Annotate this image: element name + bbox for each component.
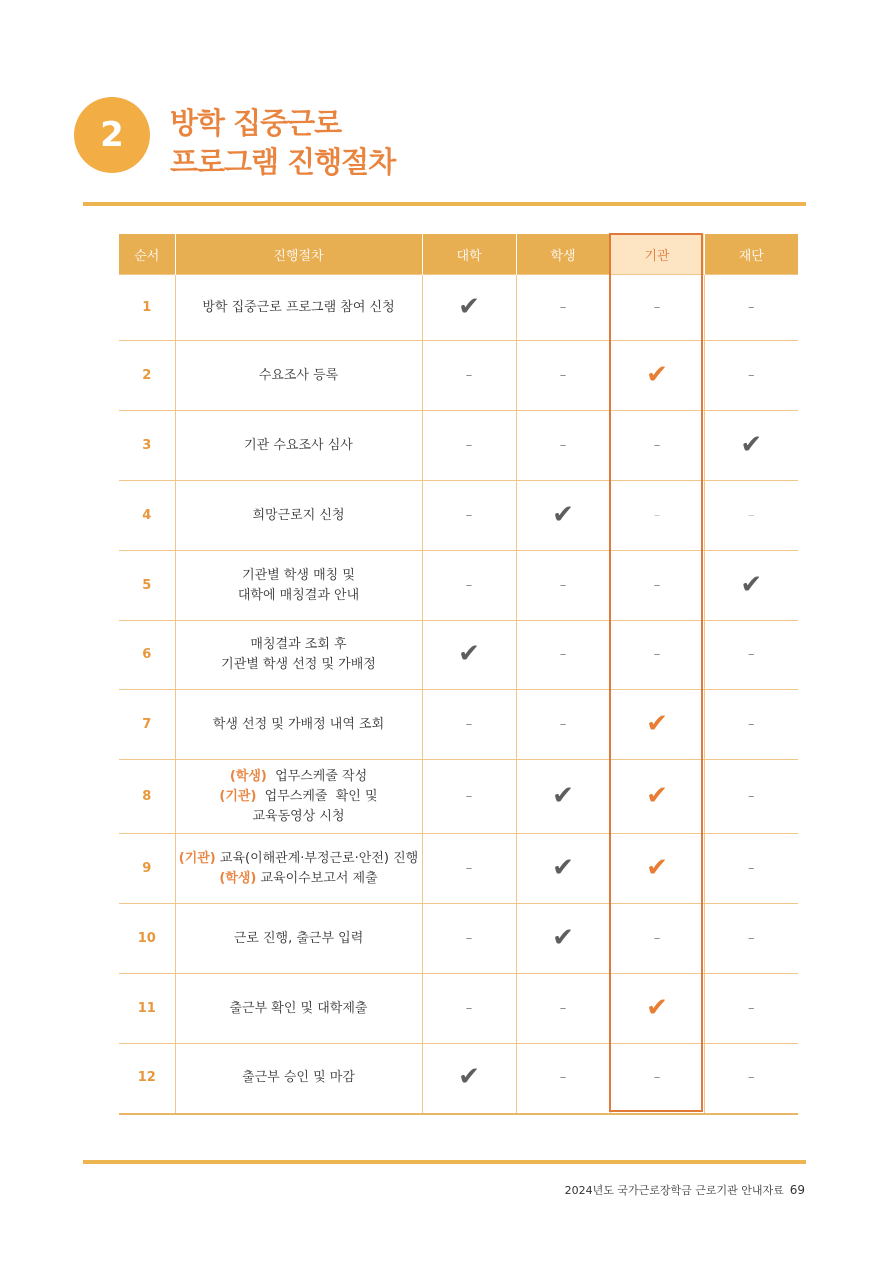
cell-institution bbox=[610, 904, 704, 974]
checkmark-icon: ✔ bbox=[646, 780, 668, 811]
header-order: 순서 bbox=[119, 234, 175, 275]
procedure-line bbox=[176, 366, 422, 386]
dash-mark: – bbox=[559, 647, 567, 662]
checkmark-icon: ✔ bbox=[646, 852, 668, 883]
cell-foundation bbox=[704, 481, 798, 551]
checkmark-icon: ✔ bbox=[646, 708, 668, 739]
dash-mark: – bbox=[748, 507, 755, 523]
procedure-line bbox=[176, 767, 422, 787]
dash-mark: – bbox=[748, 860, 755, 876]
cell-student bbox=[516, 904, 610, 974]
dash-mark: – bbox=[559, 299, 567, 315]
cell-institution bbox=[610, 834, 704, 904]
cell-student bbox=[516, 690, 610, 760]
top-divider bbox=[83, 202, 806, 206]
page-footer bbox=[565, 1182, 805, 1198]
step-procedure bbox=[175, 904, 422, 974]
role-tag: (학생) bbox=[219, 870, 257, 886]
cell-foundation bbox=[704, 341, 798, 411]
procedure-line bbox=[176, 1068, 422, 1088]
table-row bbox=[119, 904, 798, 974]
cell-university bbox=[422, 551, 516, 621]
dash-mark: – bbox=[465, 507, 473, 523]
procedure-line bbox=[176, 807, 422, 827]
cell-university bbox=[422, 834, 516, 904]
procedure-line bbox=[176, 655, 422, 675]
checkmark-icon: ✔ bbox=[458, 1062, 480, 1093]
cell-student bbox=[516, 621, 610, 690]
table-row bbox=[119, 834, 798, 904]
procedure-table bbox=[119, 234, 798, 1115]
dash-mark: – bbox=[653, 299, 661, 315]
dash-mark: – bbox=[748, 716, 755, 732]
procedure-line bbox=[176, 298, 422, 318]
dash-mark: – bbox=[748, 367, 755, 383]
dash-mark: – bbox=[559, 1000, 567, 1016]
cell-foundation bbox=[704, 690, 798, 760]
checkmark-icon: ✔ bbox=[552, 852, 574, 883]
step-number: 9 bbox=[119, 834, 175, 904]
cell-institution bbox=[610, 275, 704, 341]
procedure-line bbox=[176, 869, 422, 889]
cell-foundation bbox=[704, 904, 798, 974]
dash-mark: – bbox=[465, 367, 473, 383]
table-row bbox=[119, 411, 798, 481]
checkmark-icon: ✔ bbox=[458, 639, 480, 669]
dash-mark: – bbox=[559, 437, 567, 453]
step-procedure bbox=[175, 834, 422, 904]
checkmark-icon: ✔ bbox=[646, 359, 668, 390]
header-procedure: 진행절차 bbox=[175, 234, 422, 275]
footer-text: 2024년도 국가근로장학금 근로기관 안내자료 bbox=[564, 1184, 784, 1197]
cell-student bbox=[516, 481, 610, 551]
dash-mark: – bbox=[748, 647, 755, 662]
procedure-text: 대학에 매칭결과 안내 bbox=[237, 587, 360, 603]
dash-mark: – bbox=[465, 437, 473, 453]
dash-mark: – bbox=[653, 930, 661, 946]
procedure-line bbox=[176, 586, 422, 606]
table-row bbox=[119, 760, 798, 834]
header-foundation: 재단 bbox=[704, 234, 798, 275]
table-row bbox=[119, 551, 798, 621]
cell-foundation bbox=[704, 760, 798, 834]
procedure-line bbox=[176, 999, 422, 1019]
procedure-line bbox=[176, 566, 422, 586]
procedure-text: 방학 집중근로 프로그램 참여 신청 bbox=[202, 299, 395, 315]
table-row bbox=[119, 690, 798, 760]
section-number-badge bbox=[74, 97, 150, 173]
cell-university bbox=[422, 1044, 516, 1114]
cell-student bbox=[516, 551, 610, 621]
cell-university bbox=[422, 974, 516, 1044]
dash-mark: – bbox=[653, 1070, 661, 1086]
section-title bbox=[170, 104, 395, 182]
cell-foundation bbox=[704, 621, 798, 690]
table-row bbox=[119, 341, 798, 411]
procedure-text: 수요조사 등록 bbox=[258, 367, 339, 383]
procedure-line bbox=[176, 436, 422, 456]
cell-institution bbox=[610, 974, 704, 1044]
cell-university bbox=[422, 621, 516, 690]
dash-mark: – bbox=[653, 577, 661, 593]
cell-student bbox=[516, 974, 610, 1044]
procedure-line bbox=[176, 715, 422, 735]
step-number: 5 bbox=[119, 551, 175, 621]
table-row bbox=[119, 974, 798, 1044]
bottom-divider bbox=[83, 1160, 806, 1164]
cell-institution bbox=[610, 411, 704, 481]
dash-mark: – bbox=[559, 716, 567, 732]
table-row bbox=[119, 1044, 798, 1114]
dash-mark: – bbox=[465, 577, 473, 593]
procedure-text: 기관 수요조사 심사 bbox=[244, 437, 353, 453]
cell-institution bbox=[610, 341, 704, 411]
cell-student bbox=[516, 834, 610, 904]
header-student: 학생 bbox=[516, 234, 610, 275]
cell-institution bbox=[610, 551, 704, 621]
section-number: 2 bbox=[100, 115, 124, 155]
table-row bbox=[119, 481, 798, 551]
dash-mark: – bbox=[559, 577, 567, 593]
cell-institution bbox=[610, 621, 704, 690]
step-procedure bbox=[175, 621, 422, 690]
step-procedure bbox=[175, 1044, 422, 1114]
procedure-text: 기관별 학생 선정 및 가배정 bbox=[221, 657, 376, 672]
role-tag: (기관) bbox=[219, 788, 257, 804]
step-number: 4 bbox=[119, 481, 175, 551]
step-number: 2 bbox=[119, 341, 175, 411]
cell-student bbox=[516, 760, 610, 834]
procedure-text: 매칭결과 조회 후 bbox=[250, 637, 347, 652]
role-tag: (학생) bbox=[229, 768, 267, 784]
step-procedure bbox=[175, 275, 422, 341]
cell-foundation bbox=[704, 834, 798, 904]
procedure-text: 업무스케줄 확인 및 bbox=[256, 788, 378, 804]
procedure-text: 근로 진행, 출근부 입력 bbox=[233, 930, 364, 946]
procedure-text: 교육동영상 시청 bbox=[252, 808, 345, 824]
step-procedure bbox=[175, 551, 422, 621]
table-row bbox=[119, 275, 798, 341]
procedure-text: 출근부 승인 및 마감 bbox=[242, 1070, 355, 1086]
dash-mark: – bbox=[748, 1000, 755, 1016]
cell-foundation bbox=[704, 275, 798, 341]
step-procedure bbox=[175, 411, 422, 481]
cell-foundation bbox=[704, 974, 798, 1044]
checkmark-icon: ✔ bbox=[740, 429, 763, 460]
dash-mark: – bbox=[559, 1070, 567, 1086]
step-number: 11 bbox=[119, 974, 175, 1044]
cell-student bbox=[516, 411, 610, 481]
cell-foundation bbox=[704, 551, 798, 621]
cell-foundation bbox=[704, 411, 798, 481]
dash-mark: – bbox=[559, 367, 567, 383]
table-row bbox=[119, 621, 798, 690]
procedure-text: 교육(이해관계·부정근로·안전) 진행 bbox=[215, 850, 419, 866]
procedure-line bbox=[176, 787, 422, 807]
step-procedure bbox=[175, 974, 422, 1044]
dash-mark: – bbox=[748, 299, 755, 315]
dash-mark: – bbox=[465, 1000, 473, 1016]
header-institution: 기관 bbox=[610, 234, 704, 275]
step-procedure bbox=[175, 760, 422, 834]
procedure-line bbox=[176, 506, 422, 526]
cell-university bbox=[422, 275, 516, 341]
role-tag: (기관) bbox=[178, 850, 216, 866]
header-university: 대학 bbox=[422, 234, 516, 275]
dash-mark: – bbox=[653, 437, 661, 453]
section-title-line-2: 프로그램 진행절차 bbox=[170, 145, 396, 179]
cell-university bbox=[422, 904, 516, 974]
dash-mark: – bbox=[465, 716, 473, 732]
cell-institution bbox=[610, 690, 704, 760]
dash-mark: – bbox=[465, 930, 473, 946]
step-procedure bbox=[175, 690, 422, 760]
table-header-row bbox=[119, 234, 798, 275]
page-number: 69 bbox=[789, 1183, 805, 1197]
step-number: 6 bbox=[119, 621, 175, 690]
cell-foundation bbox=[704, 1044, 798, 1114]
cell-student bbox=[516, 275, 610, 341]
dash-mark: – bbox=[748, 1070, 755, 1086]
dash-mark: – bbox=[748, 930, 755, 946]
cell-university bbox=[422, 411, 516, 481]
dash-mark: – bbox=[465, 860, 473, 876]
cell-university bbox=[422, 760, 516, 834]
checkmark-icon: ✔ bbox=[552, 499, 574, 530]
cell-student bbox=[516, 1044, 610, 1114]
table-body bbox=[119, 275, 798, 1114]
procedure-text: 출근부 확인 및 대학제출 bbox=[229, 1000, 368, 1016]
procedure-text: 학생 선정 및 가배정 내역 조회 bbox=[212, 716, 385, 732]
cell-institution bbox=[610, 481, 704, 551]
step-number: 8 bbox=[119, 760, 175, 834]
dash-mark: – bbox=[653, 647, 661, 662]
checkmark-icon: ✔ bbox=[646, 992, 668, 1023]
checkmark-icon: ✔ bbox=[740, 569, 763, 600]
dash-mark: – bbox=[748, 788, 755, 804]
step-procedure bbox=[175, 341, 422, 411]
cell-university bbox=[422, 341, 516, 411]
checkmark-icon: ✔ bbox=[552, 922, 574, 953]
step-procedure bbox=[175, 481, 422, 551]
step-number: 10 bbox=[119, 904, 175, 974]
dash-mark: – bbox=[653, 507, 661, 523]
step-number: 3 bbox=[119, 411, 175, 481]
step-number: 7 bbox=[119, 690, 175, 760]
procedure-text: 업무스케줄 작성 bbox=[266, 768, 368, 784]
procedure-line bbox=[176, 929, 422, 949]
step-number: 12 bbox=[119, 1044, 175, 1114]
cell-institution bbox=[610, 1044, 704, 1114]
checkmark-icon: ✔ bbox=[552, 780, 574, 811]
procedure-text: 희망근로지 신청 bbox=[252, 507, 345, 523]
procedure-text: 교육이수보고서 제출 bbox=[256, 870, 378, 886]
cell-university bbox=[422, 690, 516, 760]
cell-institution bbox=[610, 760, 704, 834]
checkmark-icon: ✔ bbox=[458, 291, 480, 322]
cell-student bbox=[516, 341, 610, 411]
step-number: 1 bbox=[119, 275, 175, 341]
procedure-text: 기관별 학생 매칭 및 bbox=[242, 567, 355, 583]
section-title-line-1: 방학 집중근로 bbox=[170, 106, 342, 140]
procedure-line bbox=[176, 635, 422, 655]
dash-mark: – bbox=[465, 788, 473, 804]
procedure-line bbox=[176, 849, 422, 869]
cell-university bbox=[422, 481, 516, 551]
